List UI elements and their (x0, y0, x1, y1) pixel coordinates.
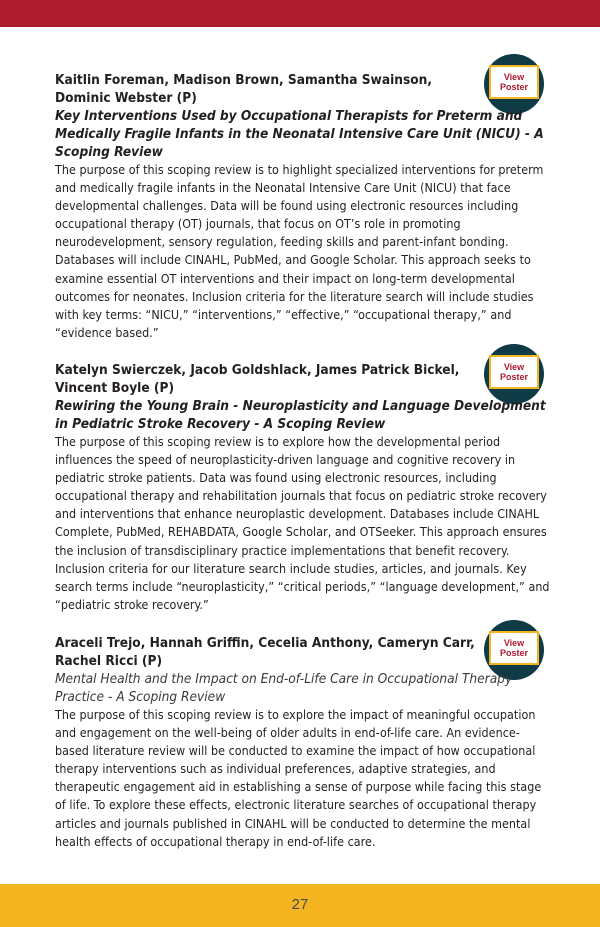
entry-abstract: The purpose of this scoping review is to explore the impact of meaningful occupation and engagement on the well-being of older adults in end-of-life care. An evidence-based literature review will be conducted to examine the impact of how occupational therapy interventions such as individual preferences, adaptive strategies, and therapeutic engagement aid in establishing a sense of purpose while facing this stage of life. To explore these effects, electronic literature searches of occupational therapy articles and journals published in CINAHL will be conducted to determine the mental health effects of occupational therapy in end-of-life care. (55, 707, 542, 849)
entry-authors: Katelyn Swierczek, Jacob Goldshlack, James Patrick Bickel, Vincent Boyle (P) (55, 362, 460, 396)
entry-abstract: The purpose of this scoping review is to highlight specialized interventions for preterm and medically fragile infants in the Neonatal Intensive Care Unit (NICU) that face developmental challenges. Data will be found using electronic resources including occupational therapy (OT) journals, that focus on OT’s role in promoting neurodevelopment, sensory regulation, feeding skills and parent-infant bonding. Databases will include CINAHL, PubMed, and Google Scholar. This approach seeks to examine essential OT interventions and their impact on long-term developmental outcomes for neonates. Inclusion criteria for the literature search will include studies with key terms: “NICU,” “interventions,” “effective,” “occupational therapy,” and “evidence based.” (55, 162, 544, 340)
entry-title: Rewiring the Young Brain - Neuroplasticity and Language Development in Pediatric Stroke Recovery - A Scoping Review (55, 398, 546, 432)
entry-authors: Araceli Trejo, Hannah Griffin, Cecelia Anthony, Cameryn Carr, Rachel Ricci (P) (55, 635, 475, 669)
abstract-entry (55, 71, 550, 342)
view-text: View (503, 362, 525, 372)
abstract-entry (55, 634, 550, 851)
poster-text: Poster (499, 82, 528, 92)
entry-title: Key Interventions Used by Occupational Therapists for Preterm and Medically Fragile Infants in the Neonatal Intensive Care Unit (NICU) - A Scoping Review (55, 108, 544, 160)
entry-authors: Kaitlin Foreman, Madison Brown, Samantha Swainson, Dominic Webster (P) (55, 72, 433, 106)
view-text: View (503, 638, 525, 648)
header-bar (0, 0, 600, 27)
abstract-entry (55, 361, 550, 614)
entry-abstract: The purpose of this scoping review is to explore how the developmental period influences the speed of neuroplasticity-driven language and cognitive recovery in pediatric stroke patients. Data was found using electronic resources, including occupational therapy and rehabilitation journals that focus on pediatric stroke recovery and interventions that enhance neuroplastic development. Databases include CINAHL Complete, PubMed, REHABDATA, Google Scholar, and OTSeeker. This approach ensures the inclusion of transdisciplinary practice implementations that benefit recovery. Inclusion criteria for our literature search include studies, articles, and journals. Key search terms include “neuroplasticity,” “critical periods,” “language development,” and “pediatric stroke recovery.” (55, 434, 550, 612)
view-text: View (503, 72, 525, 82)
entry-title: Mental Health and the Impact on End-of-Life Care in Occupational Therapy Practice - A Scoping Review (55, 671, 513, 705)
page-number: 27 (291, 896, 309, 913)
poster-text: Poster (499, 648, 528, 658)
poster-text: Poster (499, 372, 528, 382)
